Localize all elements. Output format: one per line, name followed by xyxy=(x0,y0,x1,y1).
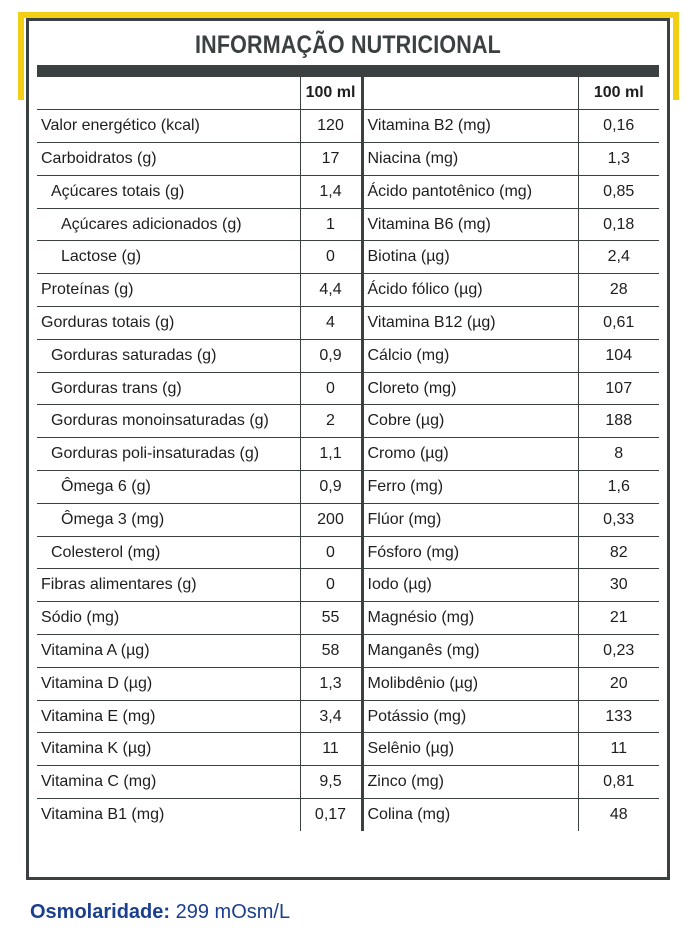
nutrient-name-right: Cálcio (mg) xyxy=(362,339,578,372)
nutrient-name-right: Vitamina B12 (µg) xyxy=(362,307,578,340)
nutrient-value-right: 0,61 xyxy=(578,307,659,340)
nutrient-value-left: 11 xyxy=(300,733,362,766)
nutrient-value-right: 8 xyxy=(578,438,659,471)
nutrient-name-left: Proteínas (g) xyxy=(37,274,300,307)
nutrient-value-left: 0,9 xyxy=(300,339,362,372)
nutrient-value-left: 200 xyxy=(300,503,362,536)
nutrient-value-right: 188 xyxy=(578,405,659,438)
nutrient-value-right: 0,85 xyxy=(578,175,659,208)
nutrient-name-left: Carboidratos (g) xyxy=(37,143,300,176)
header-row xyxy=(37,77,659,110)
nutrient-name-right: Vitamina B6 (mg) xyxy=(362,208,578,241)
nutrient-value-right: 133 xyxy=(578,700,659,733)
table-row xyxy=(37,602,659,635)
nutrient-value-right: 30 xyxy=(578,569,659,602)
nutrient-name-right: Niacina (mg) xyxy=(362,143,578,176)
nutrient-name-left: Vitamina D (µg) xyxy=(37,667,300,700)
nutrient-value-left: 1,3 xyxy=(300,667,362,700)
nutrient-value-left: 9,5 xyxy=(300,766,362,799)
nutrient-value-left: 4 xyxy=(300,307,362,340)
table-row xyxy=(37,766,659,799)
osmolarity-line xyxy=(30,901,290,924)
nutrient-value-right: 104 xyxy=(578,339,659,372)
nutrient-value-right: 0,18 xyxy=(578,208,659,241)
table-row xyxy=(37,471,659,504)
nutrient-name-right: Vitamina B2 (mg) xyxy=(362,110,578,143)
table-row xyxy=(37,405,659,438)
nutrient-value-right: 20 xyxy=(578,667,659,700)
nutrition-panel xyxy=(26,18,670,880)
table-row xyxy=(37,175,659,208)
nutrient-name-left: Ômega 3 (mg) xyxy=(37,503,300,536)
nutrient-value-left: 17 xyxy=(300,143,362,176)
nutrient-value-right: 107 xyxy=(578,372,659,405)
nutrient-name-left: Vitamina E (mg) xyxy=(37,700,300,733)
table-row xyxy=(37,372,659,405)
nutrient-name-right: Fósforo (mg) xyxy=(362,536,578,569)
table-row xyxy=(37,667,659,700)
table-row xyxy=(37,733,659,766)
nutrient-value-right: 0,81 xyxy=(578,766,659,799)
nutrient-name-left: Açúcares adicionados (g) xyxy=(37,208,300,241)
nutrient-name-left: Vitamina K (µg) xyxy=(37,733,300,766)
nutrient-name-right: Ácido pantotênico (mg) xyxy=(362,175,578,208)
nutrient-name-left: Vitamina A (µg) xyxy=(37,635,300,668)
nutrient-value-left: 0 xyxy=(300,372,362,405)
header-empty-left xyxy=(37,77,300,110)
nutrient-value-right: 48 xyxy=(578,799,659,832)
table-row xyxy=(37,438,659,471)
table-row xyxy=(37,339,659,372)
nutrient-value-left: 120 xyxy=(300,110,362,143)
nutrient-name-right: Colina (mg) xyxy=(362,799,578,832)
nutrition-table xyxy=(37,77,659,831)
nutrient-name-right: Zinco (mg) xyxy=(362,766,578,799)
osmolarity-value: 299 mOsm/L xyxy=(175,901,291,923)
nutrient-name-right: Ferro (mg) xyxy=(362,471,578,504)
nutrient-value-left: 58 xyxy=(300,635,362,668)
nutrient-name-left: Gorduras saturadas (g) xyxy=(37,339,300,372)
nutrient-value-right: 21 xyxy=(578,602,659,635)
nutrient-name-left: Gorduras monoinsaturadas (g) xyxy=(37,405,300,438)
nutrient-name-left: Gorduras trans (g) xyxy=(37,372,300,405)
nutrient-name-right: Selênio (µg) xyxy=(362,733,578,766)
header-empty-right xyxy=(362,77,578,110)
nutrient-name-left: Sódio (mg) xyxy=(37,602,300,635)
nutrient-value-right: 11 xyxy=(578,733,659,766)
table-row xyxy=(37,700,659,733)
nutrient-name-left: Ômega 6 (g) xyxy=(37,471,300,504)
table-row xyxy=(37,536,659,569)
nutrient-value-left: 1,4 xyxy=(300,175,362,208)
nutrient-value-left: 0 xyxy=(300,536,362,569)
nutrient-name-right: Cloreto (mg) xyxy=(362,372,578,405)
table-row xyxy=(37,241,659,274)
nutrient-name-left: Vitamina C (mg) xyxy=(37,766,300,799)
nutrient-name-right: Biotina (µg) xyxy=(362,241,578,274)
table-row xyxy=(37,110,659,143)
table-row xyxy=(37,307,659,340)
nutrient-value-left: 0 xyxy=(300,569,362,602)
table-row xyxy=(37,143,659,176)
nutrient-value-left: 0,9 xyxy=(300,471,362,504)
nutrient-value-right: 2,4 xyxy=(578,241,659,274)
nutrient-name-right: Potássio (mg) xyxy=(362,700,578,733)
nutrient-value-left: 3,4 xyxy=(300,700,362,733)
column-header-left: 100 ml xyxy=(300,77,362,110)
table-row xyxy=(37,635,659,668)
nutrient-value-left: 1 xyxy=(300,208,362,241)
nutrient-name-left: Vitamina B1 (mg) xyxy=(37,799,300,832)
nutrient-value-left: 4,4 xyxy=(300,274,362,307)
nutrient-name-left: Gorduras poli-insaturadas (g) xyxy=(37,438,300,471)
column-header-right: 100 ml xyxy=(578,77,659,110)
nutrient-value-right: 28 xyxy=(578,274,659,307)
nutrient-name-right: Cromo (µg) xyxy=(362,438,578,471)
nutrient-value-left: 2 xyxy=(300,405,362,438)
nutrient-value-left: 0,17 xyxy=(300,799,362,832)
nutrient-value-right: 1,3 xyxy=(578,143,659,176)
nutrient-name-left: Gorduras totais (g) xyxy=(37,307,300,340)
table-row xyxy=(37,208,659,241)
nutrient-value-right: 0,23 xyxy=(578,635,659,668)
table-row xyxy=(37,503,659,536)
nutrient-name-right: Magnésio (mg) xyxy=(362,602,578,635)
table-row xyxy=(37,569,659,602)
osmolarity-label: Osmolaridade: xyxy=(30,901,171,923)
nutrient-name-right: Cobre (µg) xyxy=(362,405,578,438)
nutrient-name-right: Ácido fólico (µg) xyxy=(362,274,578,307)
nutrient-value-left: 0 xyxy=(300,241,362,274)
nutrient-name-left: Açúcares totais (g) xyxy=(37,175,300,208)
nutrient-name-left: Valor energético (kcal) xyxy=(37,110,300,143)
title-bar xyxy=(37,65,659,77)
nutrient-name-right: Flúor (mg) xyxy=(362,503,578,536)
nutrient-name-right: Manganês (mg) xyxy=(362,635,578,668)
nutrient-name-right: Iodo (µg) xyxy=(362,569,578,602)
nutrient-value-right: 1,6 xyxy=(578,471,659,504)
nutrient-name-left: Lactose (g) xyxy=(37,241,300,274)
nutrient-value-right: 0,33 xyxy=(578,503,659,536)
nutrient-value-left: 55 xyxy=(300,602,362,635)
table-row xyxy=(37,274,659,307)
nutrient-value-right: 0,16 xyxy=(578,110,659,143)
nutrient-name-right: Molibdênio (µg) xyxy=(362,667,578,700)
page-title: INFORMAÇÃO NUTRICIONAL xyxy=(195,31,501,59)
nutrient-value-left: 1,1 xyxy=(300,438,362,471)
nutrient-value-right: 82 xyxy=(578,536,659,569)
nutrient-name-left: Colesterol (mg) xyxy=(37,536,300,569)
table-row xyxy=(37,799,659,832)
nutrient-name-left: Fibras alimentares (g) xyxy=(37,569,300,602)
